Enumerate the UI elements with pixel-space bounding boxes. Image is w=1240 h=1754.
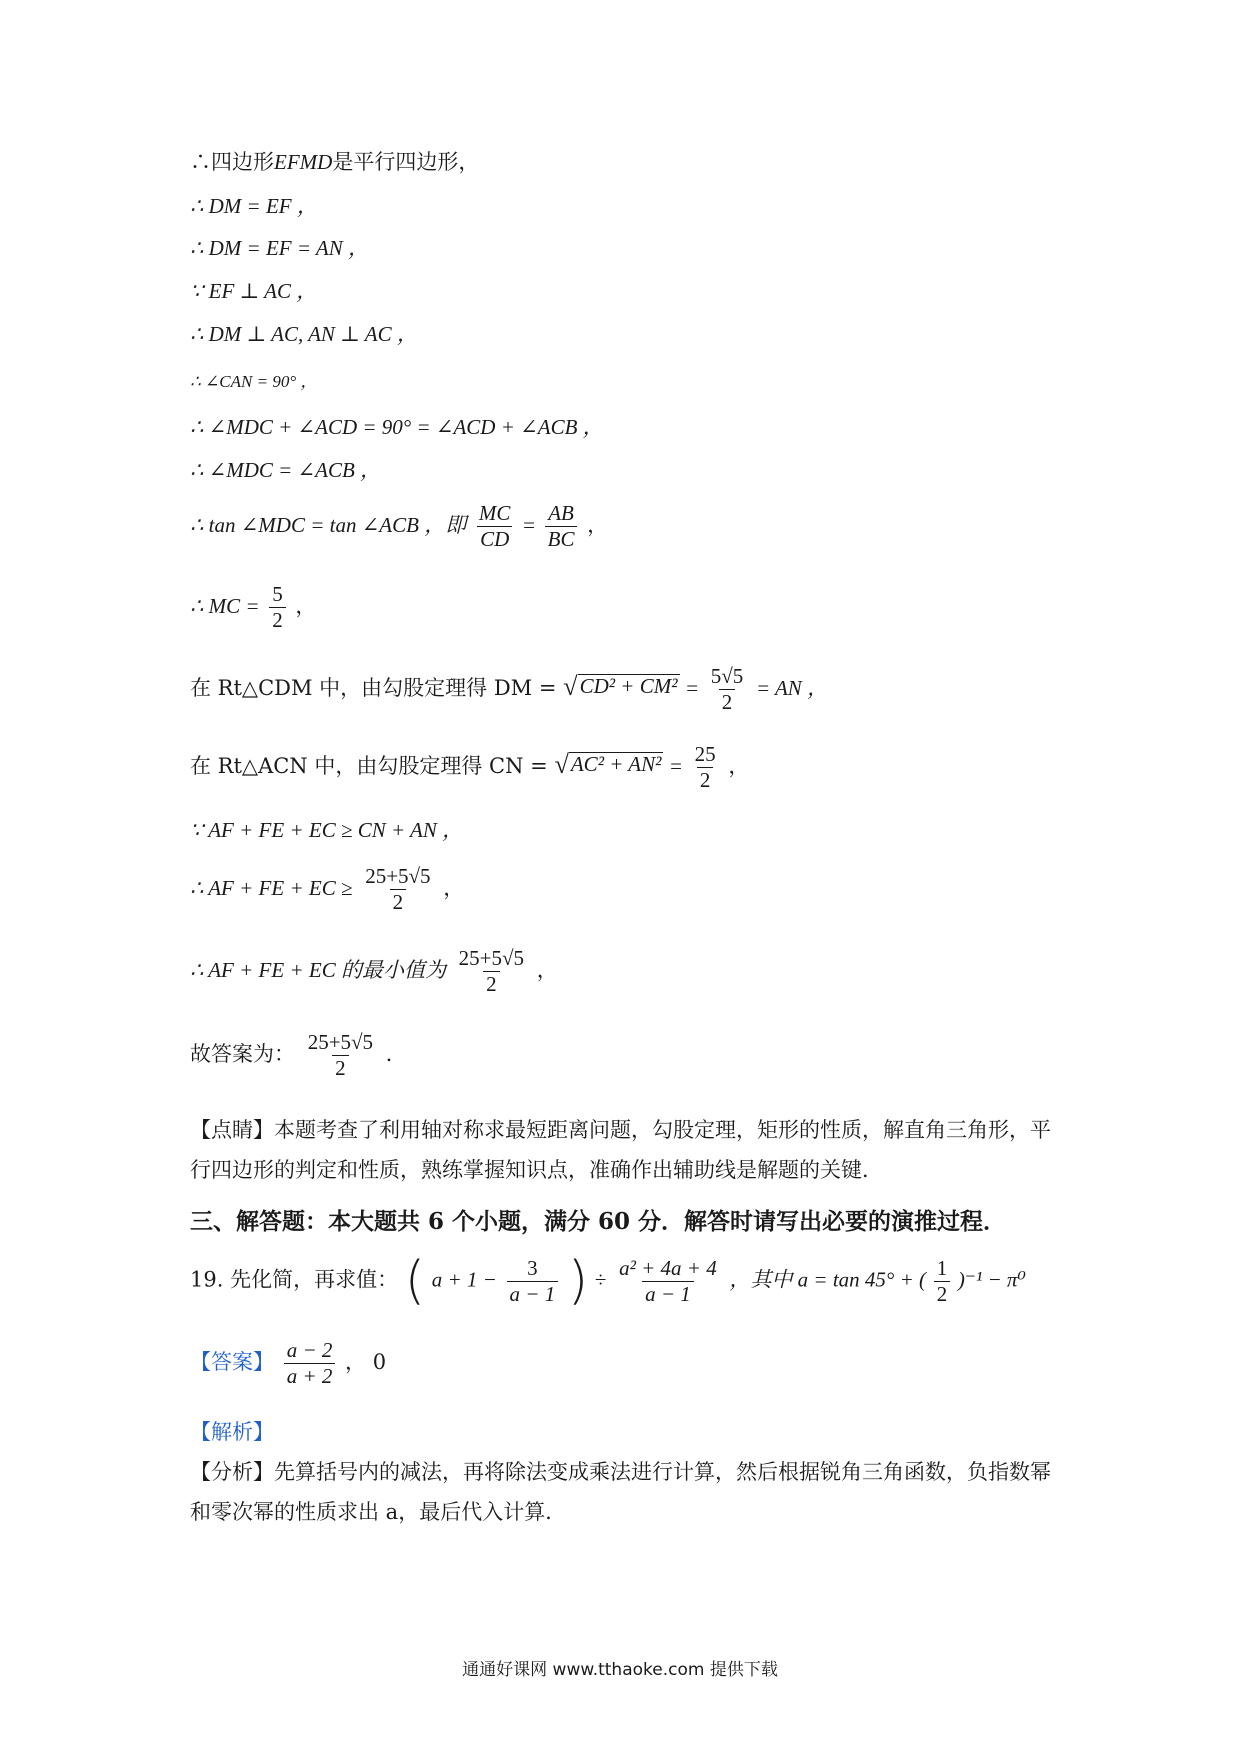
- fraction-3-a-1: [507, 1255, 559, 1306]
- fraction-denominator: CD: [477, 526, 512, 550]
- answer-fraction: [284, 1340, 336, 1387]
- fraction-ab-bc: [545, 503, 578, 550]
- fraction-numerator: a² + 4a + 4: [619, 1255, 717, 1280]
- line-12: [190, 744, 749, 791]
- fraction-denominator: BC: [545, 526, 578, 550]
- fraction-answer-3: [305, 1032, 376, 1079]
- line-14: [190, 866, 464, 913]
- fraction-numerator: 1: [936, 1255, 948, 1280]
- fraction-answer-2: [456, 948, 527, 995]
- fraction-denominator: a − 1: [642, 1281, 694, 1305]
- analysis-paragraph: 【分析】先算括号内的减法，再将除法变成乘法进行计算，然后根据锐角三角函数，负指数幂和零次幂的性质求出 a，最后代入计算．: [190, 1460, 1051, 1524]
- fraction-numerator: 5√5: [710, 664, 744, 688]
- equals-sign: =: [523, 513, 535, 537]
- fraction-numerator: AB: [548, 501, 574, 525]
- question-19-prefix: 19. 先化简，再求值：: [190, 1267, 399, 1292]
- line-16: [190, 1032, 407, 1079]
- line-5: ∴ DM ⊥ AC, AN ⊥ AC ，: [190, 322, 418, 346]
- fraction-25-2: [692, 744, 719, 791]
- radicand: AC² + AN²: [569, 752, 664, 778]
- equals-sign: =: [670, 754, 682, 778]
- left-paren: (: [404, 1251, 426, 1311]
- inner-pre: a + 1 −: [431, 1267, 497, 1292]
- line-12-pre: 在 Rt△ACN 中，由勾股定理得 CN =: [190, 754, 548, 778]
- line-1-pre: ∴四边形: [190, 150, 274, 174]
- answer-post: ， 0: [345, 1350, 387, 1374]
- line-15-post: ，: [536, 958, 558, 982]
- line-10-post: ，: [295, 594, 317, 618]
- line-1: [190, 152, 479, 173]
- question-19: [190, 1251, 1026, 1311]
- condition-post: )⁻¹ − π⁰: [957, 1267, 1026, 1292]
- line-7: ∴ ∠MDC + ∠ACD = 90° = ∠ACD + ∠ACB ，: [190, 415, 604, 439]
- fraction-numerator: 25+5√5: [365, 864, 431, 888]
- fraction-denominator: a + 2: [284, 1363, 336, 1387]
- line-11-pre: 在 Rt△CDM 中，由勾股定理得 DM =: [190, 676, 557, 700]
- line-11: [190, 666, 828, 713]
- line-8: ∴ ∠MDC = ∠ACB ，: [190, 458, 382, 482]
- line-11-post: = AN ，: [755, 676, 829, 700]
- fraction-answer-1: [362, 866, 433, 913]
- line-15: [190, 948, 558, 995]
- sqrt-ac-an: [554, 752, 663, 778]
- line-10: [190, 584, 316, 631]
- fraction-denominator: 2: [332, 1055, 349, 1079]
- condition-pre: ，其中 a = tan 45° + (: [729, 1267, 926, 1292]
- sqrt-cd-cm: [563, 674, 679, 700]
- line-15-pre: ∴ AF + FE + EC 的最小值为: [190, 958, 446, 982]
- fraction-denominator: 2: [697, 767, 714, 791]
- radicand: CD² + CM²: [578, 674, 680, 700]
- section-title: 三、解答题：本大题共 6 个小题，满分 60 分．解答时请写出必要的演推过程．: [190, 1208, 1007, 1235]
- fraction-numerator: 25+5√5: [307, 1030, 374, 1054]
- line-12-post: ，: [728, 754, 750, 778]
- line-9-post: ，: [587, 513, 609, 537]
- line-16-pre: 故答案为：: [190, 1042, 295, 1066]
- line-3: ∴ DM = EF = AN ，: [190, 236, 369, 260]
- fraction-numerator: 3: [527, 1255, 538, 1280]
- line-10-pre: ∴ MC =: [190, 594, 260, 618]
- fraction-numerator: a − 2: [286, 1338, 333, 1362]
- divide-sign: ÷: [594, 1267, 607, 1292]
- line-1-var: EFMD: [274, 150, 333, 174]
- fraction-denominator: 2: [719, 689, 736, 713]
- line-16-post: ．: [385, 1042, 407, 1066]
- fraction-numerator: 5: [272, 582, 283, 606]
- fraction-main: [616, 1255, 720, 1306]
- fraction-numerator: 25+5√5: [458, 946, 525, 970]
- page-footer: 通通好课网 www.tthaoke.com 提供下载: [462, 1660, 778, 1680]
- line-1-post: 是平行四边形，: [332, 150, 480, 174]
- equals-sign: =: [686, 676, 699, 700]
- fraction-denominator: 2: [390, 889, 407, 913]
- analysis-label: 【解析】: [190, 1420, 274, 1444]
- line-14-pre: ∴ AF + FE + EC ≥: [190, 876, 353, 900]
- line-13: ∵ AF + FE + EC ≥ CN + AN ，: [190, 818, 464, 842]
- fraction-numerator: 25: [694, 742, 716, 766]
- line-4: ∵ EF ⊥ AC ，: [190, 279, 318, 303]
- fraction-5-2: [269, 584, 286, 631]
- line-9-pre: ∴ tan ∠MDC = tan ∠ACB ，即: [190, 513, 467, 537]
- fraction-5sqrt5-2: [708, 666, 747, 713]
- fraction-denominator: 2: [269, 607, 286, 631]
- fraction-1-2: [934, 1255, 951, 1306]
- comment-paragraph: 【点睛】本题考查了利用轴对称求最短距离问题，勾股定理，矩形的性质，解直角三角形，平行四边形的判定和性质，熟练掌握知识点，准确作出辅助线是解题的关键．: [190, 1118, 1051, 1182]
- line-9: [190, 503, 608, 550]
- fraction-denominator: a − 1: [507, 1281, 559, 1305]
- line-2: ∴ DM = EF ，: [190, 194, 318, 218]
- answer-label: 【答案】: [190, 1350, 274, 1374]
- line-6: ∴ ∠CAN = 90° ，: [190, 372, 318, 391]
- fraction-numerator: MC: [478, 501, 511, 525]
- answer-line: [190, 1340, 386, 1387]
- radical-sign: √: [554, 750, 569, 779]
- right-paren: ): [567, 1251, 589, 1311]
- radical-sign: √: [563, 672, 578, 701]
- line-14-post: ，: [443, 876, 465, 900]
- fraction-denominator: 2: [483, 971, 500, 995]
- fraction-mc-cd: [476, 503, 514, 550]
- fraction-denominator: 2: [934, 1281, 951, 1305]
